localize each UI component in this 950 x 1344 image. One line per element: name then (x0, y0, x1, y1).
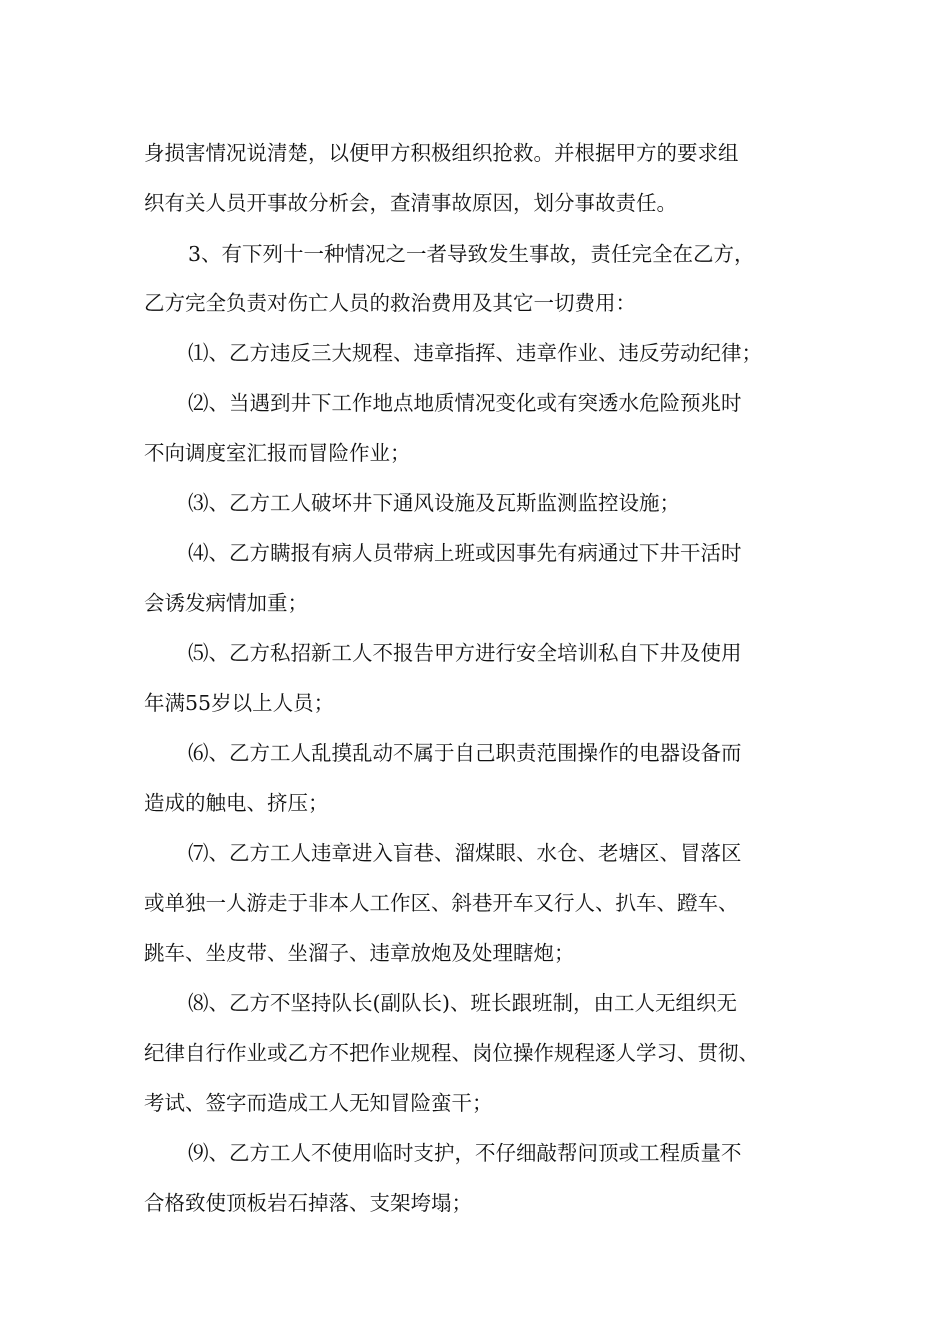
text-line: 考试、签字而造成工人无知冒险蛮干； (144, 1091, 493, 1115)
text-line: 身损害情况说清楚，以便甲方积极组织抢救。并根据甲方的要求组 (144, 141, 739, 165)
list-item-8: ⑻、乙方不坚持队长(副队长)、班长跟班制，由工人无组织无 (188, 991, 737, 1015)
list-item-4: ⑷、乙方瞒报有病人员带病上班或因事先有病通过下井干活时 (188, 541, 742, 565)
text-line: 不向调度室汇报而冒险作业； (144, 441, 411, 465)
list-item-6: ⑹、乙方工人乱摸乱动不属于自己职责范围操作的电器设备而 (188, 741, 742, 765)
text-line: 年满55岁以上人员； (144, 691, 335, 715)
text-line: 或单独一人游走于非本人工作区、斜巷开车又行人、扒车、蹬车、 (144, 891, 739, 915)
text-line: 纪律自行作业或乙方不把作业规程、岗位操作规程逐人学习、贯彻、 (144, 1041, 759, 1065)
text-line: 造成的触电、挤压； (144, 791, 329, 815)
list-item-9: ⑼、乙方工人不使用临时支护，不仔细敲帮问顶或工程质量不 (188, 1141, 742, 1165)
list-item-5: ⑸、乙方私招新工人不报告甲方进行安全培训私自下井及使用 (188, 641, 742, 665)
text-line: 会诱发病情加重； (144, 591, 308, 615)
text-line: 跳车、坐皮带、坐溜子、违章放炮及处理瞎炮； (144, 941, 575, 965)
text-line: 织有关人员开事故分析会，查清事故原因，划分事故责任。 (144, 191, 677, 215)
list-item-7: ⑺、乙方工人违章进入盲巷、溜煤眼、水仓、老塘区、冒落区 (188, 841, 742, 865)
list-item-1: ⑴、乙方违反三大规程、违章指挥、违章作业、违反劳动纪律； (188, 341, 762, 365)
paragraph-first-line: 3、有下列十一种情况之一者导致发生事故，责任完全在乙方， (188, 242, 755, 266)
text-line: 合格致使顶板岩石掉落、支架垮塌； (144, 1191, 472, 1215)
list-item-3: ⑶、乙方工人破坏井下通风设施及瓦斯监测监控设施； (188, 491, 680, 515)
list-item-2: ⑵、当遇到井下工作地点地质情况变化或有突透水危险预兆时 (188, 391, 742, 415)
text-line: 乙方完全负责对伤亡人员的救治费用及其它一切费用： (144, 291, 636, 315)
